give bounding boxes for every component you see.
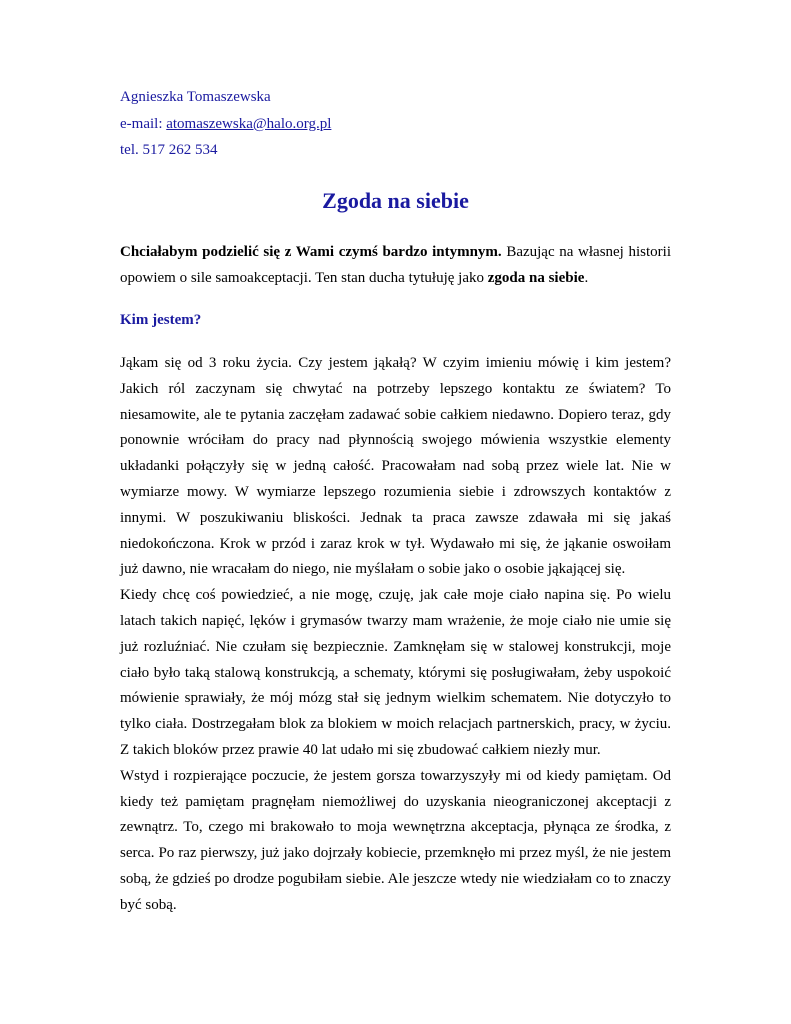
main-body (120, 351, 671, 919)
body-paragraph: Kiedy chcę coś powiedzieć, a nie mogę, czuję, jak całe moje ciało napina się. Po wielu latach takich napięć, lęków i grymasów twarzy mam wrażenie, że moje ciało nie umie się już rozluźniać. Nie czułam się bezpiecznie. Zamknęłam się w stalowej konstrukcji, moje ciało było taką stalową konstrukcją, a schematy, którymi się posługiwałam, żeby uspokoić mówienie sprawiały, że mój mózg stał się jednym wielkim schematem. Nie dotyczyło to tylko ciała. Dostrzegałam blok za blokiem w moich relacjach partnerskich, pracy, w życiu. Z takich bloków przez prawie 40 lat udało mi się zbudować całkiem niezły mur. (120, 587, 671, 758)
email-link[interactable]: atomaszewska@halo.org.pl (166, 115, 332, 132)
email-line (120, 111, 331, 138)
intro-text-2: . (584, 269, 589, 286)
body-paragraph: Wstyd i rozpierające poczucie, że jestem gorsza towarzyszyły mi od kiedy pamiętam. Od kiedy też pamiętam pragnęłam niemożliwej do uzyskania nieograniczonej akceptacji z zewnątrz. To, czego mi brakowało to moja wewnętrzna akceptacja, płynąca ze środka, z serca. Po raz pierwszy, już jako dojrzały kobiecie, przemknęło mi przez myśl, że nie jestem sobą, że gdzieś po drodze pogubiłam siebie. Ale jeszcze wtedy nie wiedziałam co to znaczy być sobą. (120, 767, 671, 913)
document-title: Zgoda na siebie (322, 188, 469, 213)
body-paragraph: Jąkam się od 3 roku życia. Czy jestem jąkałą? W czyim imieniu mówię i kim jestem? Jakich ról zaczynam się chwytać na potrzeby lepszego kontaktu ze światem? To niesamowite, ale te pytania zaczęłam zadawać sobie całkiem niedawno. Dopiero teraz, gdy ponownie wróciłam do pracy nad płynnością swojego mówienia wszystkie elementy układanki połączyły się w jedną całość. Pracowałam nad sobą przez wiele lat. Nie w wymiarze mowy. W wymiarze lepszego rozumienia siebie i zdrowszych kontaktów z innymi. W poszukiwaniu bliskości. Jednak ta praca zawsze zdawała mi się jakaś niedokończona. Krok w przód i zaraz krok w tył. Wydawało mi się, że jąkanie oswoiłam już dawno, nie wracałam do niego, nie myślałam o sobie jako o osobie jąkającej się. (120, 355, 671, 578)
section-heading: Kim jestem? (120, 312, 202, 328)
phone-line: tel. 517 262 534 (120, 142, 218, 158)
intro-paragraph (120, 240, 671, 292)
intro-bold-term: zgoda na siebie (487, 269, 585, 286)
email-label: e-mail: (120, 115, 167, 132)
author-contact-block (120, 84, 331, 164)
intro-bold-lead: Chciałabym podzielić się z Wami czymś bardzo intymnym. (120, 244, 502, 260)
intro-text-1: Bazując na własnej historii opowiem o sile samoakceptacji. Ten stan ducha tytułuję jako (120, 244, 671, 286)
author-name: Agnieszka Tomaszewska (120, 89, 271, 105)
